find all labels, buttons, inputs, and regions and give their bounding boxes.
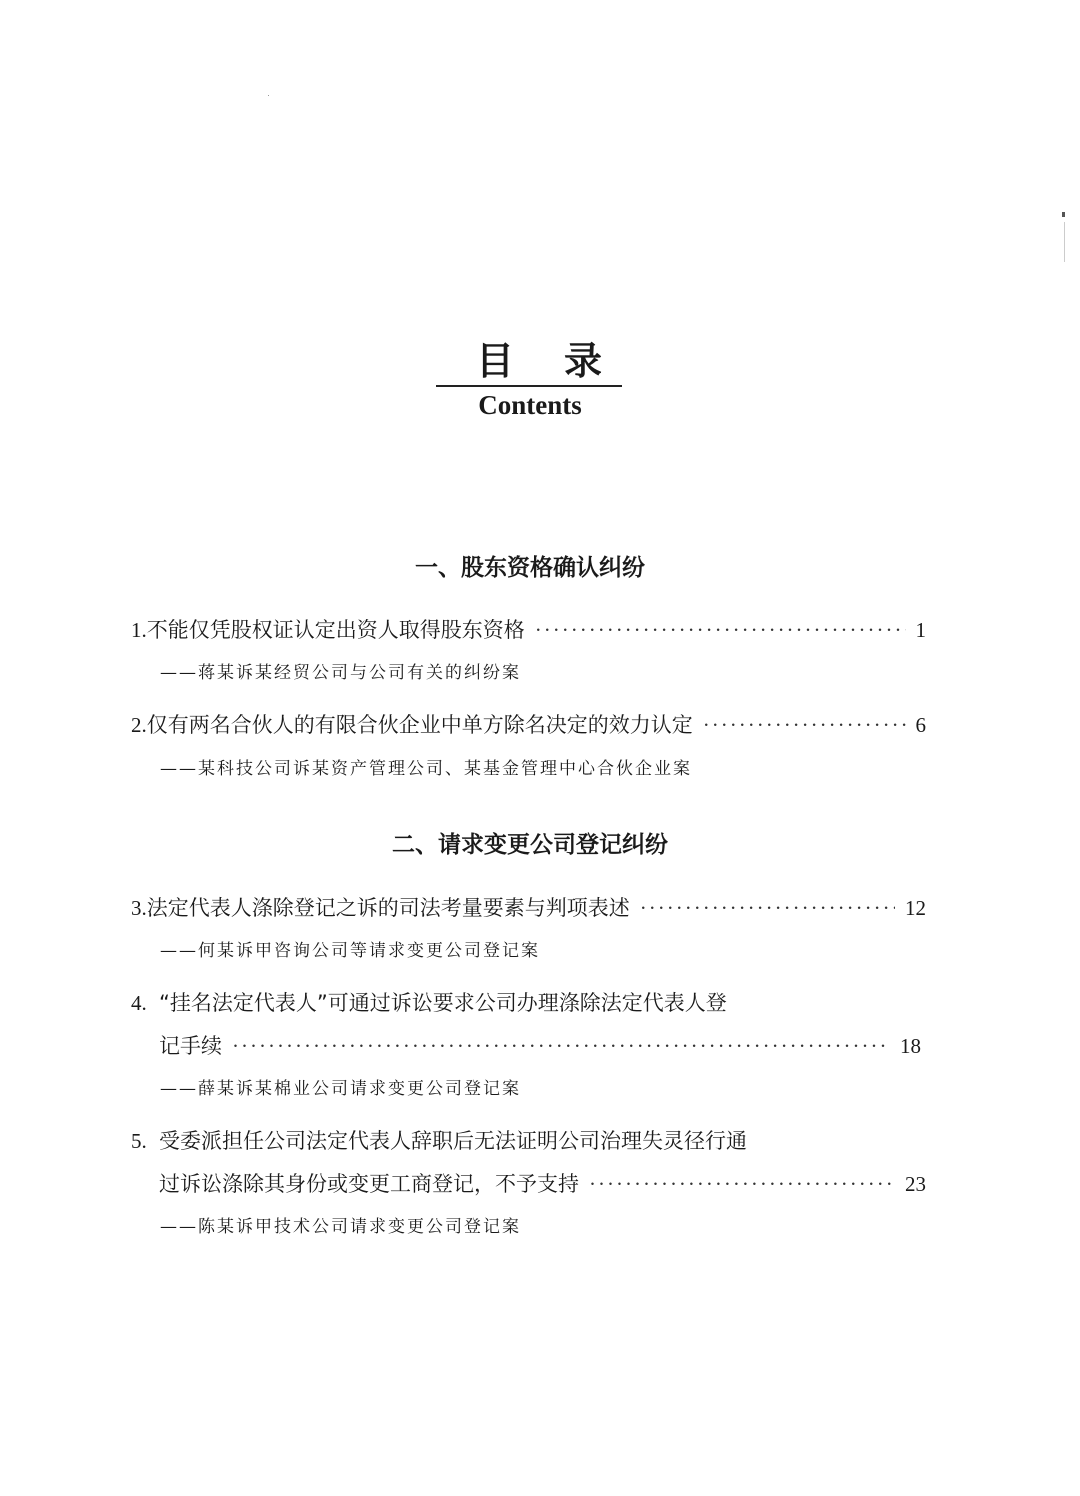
entry-case: ——何某诉甲咨询公司等请求变更公司登记案: [160, 941, 540, 961]
page-title: [0, 330, 1080, 385]
entry-title-continued: 过诉讼涤除其身份或变更工商登记，不予支持: [159, 1172, 579, 1196]
page-title-char: 录: [564, 339, 605, 383]
entry-number: 2.: [131, 713, 147, 737]
section-heading: 一、股东资格确认纠纷: [415, 555, 645, 581]
entry-page-number: 6: [915, 713, 926, 737]
entry-page-number: 18: [900, 1034, 921, 1058]
scan-edge: [1064, 222, 1065, 262]
dot-leader: [589, 1172, 895, 1197]
entry-case: ——蒋某诉某经贸公司与公司有关的纠纷案: [160, 663, 521, 683]
toc-entry-5-continued[interactable]: [159, 1168, 926, 1198]
entry-title-continued: 记手续: [159, 1034, 222, 1058]
entry-number: 3.: [131, 896, 147, 920]
dot-leader: [640, 896, 895, 921]
dot-leader: [232, 1034, 890, 1059]
title-divider: [436, 385, 622, 387]
toc-entry-5[interactable]: [131, 1125, 747, 1155]
entry-page-number: 12: [905, 896, 926, 920]
dot-leader: [535, 618, 906, 643]
page-subtitle: Contents: [478, 390, 582, 420]
toc-entry-3[interactable]: [131, 892, 926, 922]
toc-entry-4[interactable]: [131, 987, 727, 1017]
entry-title: 不能仅凭股权证认定出资人取得股东资格: [146, 618, 525, 642]
toc-entry-1[interactable]: [131, 614, 926, 644]
scan-speck: [268, 95, 269, 96]
entry-title: 仅有两名合伙人的有限合伙企业中单方除名决定的效力认定: [146, 713, 693, 737]
entry-title: 受委派担任公司法定代表人辞职后无法证明公司治理失灵径行通: [159, 1129, 747, 1153]
entry-case: ——陈某诉甲技术公司请求变更公司登记案: [160, 1217, 521, 1237]
entry-number: 1.: [131, 618, 147, 642]
entry-title: “挂名法定代表人”可通过诉讼要求公司办理涤除法定代表人登: [159, 991, 727, 1015]
dot-leader: [703, 713, 906, 738]
entry-page-number: 1: [915, 618, 926, 642]
scan-speck: [1062, 212, 1065, 217]
entry-case: ——薛某诉某棉业公司请求变更公司登记案: [160, 1079, 521, 1099]
page-title-char: 目: [475, 339, 516, 383]
entry-title: 法定代表人涤除登记之诉的司法考量要素与判项表述: [146, 896, 630, 920]
entry-number: 4.: [131, 991, 147, 1015]
entry-number: 5.: [131, 1129, 147, 1153]
section-heading: 二、请求变更公司登记纠纷: [392, 832, 668, 858]
entry-page-number: 23: [905, 1172, 926, 1196]
entry-case: ——某科技公司诉某资产管理公司、某基金管理中心合伙企业案: [160, 759, 692, 779]
toc-entry-4-continued[interactable]: [159, 1030, 921, 1060]
toc-entry-2[interactable]: [131, 709, 926, 739]
